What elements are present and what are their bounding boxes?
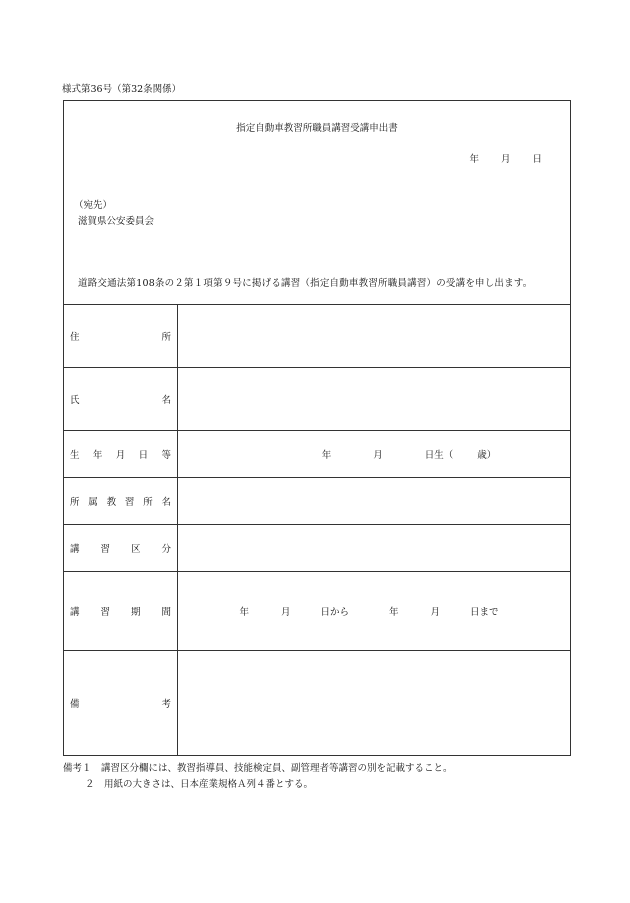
- category-label: 講 習 区 分: [64, 525, 178, 571]
- name-row: [64, 367, 570, 430]
- form-number: 様式第36号（第32条関係）: [62, 84, 182, 95]
- period-end-day: 日まで: [470, 607, 499, 618]
- name-label: 氏 名: [64, 368, 178, 430]
- category-field[interactable]: [178, 525, 570, 571]
- remarks-label: 備 考: [64, 651, 178, 755]
- period-start-day: 日から: [320, 607, 349, 618]
- remarks-field[interactable]: [178, 651, 570, 755]
- period-field[interactable]: [178, 572, 570, 650]
- address-field[interactable]: [178, 305, 570, 367]
- address-label: 住 所: [64, 305, 178, 367]
- period-start-year: 年: [239, 607, 249, 618]
- period-end-month: 月: [430, 607, 441, 618]
- category-row: [64, 524, 570, 571]
- period-end-year: 年: [389, 607, 399, 618]
- period-start-month: 月: [280, 607, 291, 618]
- application-date: [469, 151, 542, 165]
- birth-day-label: 日生（: [424, 450, 454, 461]
- birthdate-row: [64, 430, 570, 477]
- birthdate-field[interactable]: [178, 431, 570, 477]
- school-field[interactable]: [178, 478, 570, 524]
- school-label: 所 属 教 習 所 名: [64, 478, 178, 524]
- form-title: 指定自動車教習所職員講習受講申出書: [236, 123, 398, 134]
- note-2: ２ 用紙の大きさは、日本産業規格Ａ列４番とする。: [85, 779, 314, 790]
- name-field[interactable]: [178, 368, 570, 430]
- addressee-label: （宛先）: [74, 200, 113, 211]
- birth-year-label: 年: [321, 450, 332, 461]
- date-day-label: 日: [532, 154, 542, 165]
- birthdate-label: 生 年 月 日 等: [64, 431, 178, 477]
- addressee-name: 滋賀県公安委員会: [78, 216, 155, 227]
- application-form: [63, 100, 571, 756]
- birth-month-label: 月: [373, 450, 383, 461]
- note-1: 備考１ 講習区分欄には、教習指導員、技能検定員、副管理者等講習の別を記載すること。: [63, 763, 453, 774]
- age-label: 歳）: [477, 450, 497, 461]
- address-row: [64, 304, 570, 367]
- period-row: [64, 571, 570, 650]
- application-statement: 道路交通法第108条の２第１項第９号に掲げる講習（指定自動車教習所職員講習）の受講を申し出ます。: [78, 278, 533, 289]
- remarks-row: [64, 650, 570, 755]
- date-year-label: 年: [469, 154, 479, 165]
- date-month-label: 月: [500, 154, 511, 165]
- period-label: 講 習 期 間: [64, 572, 178, 650]
- school-row: [64, 477, 570, 524]
